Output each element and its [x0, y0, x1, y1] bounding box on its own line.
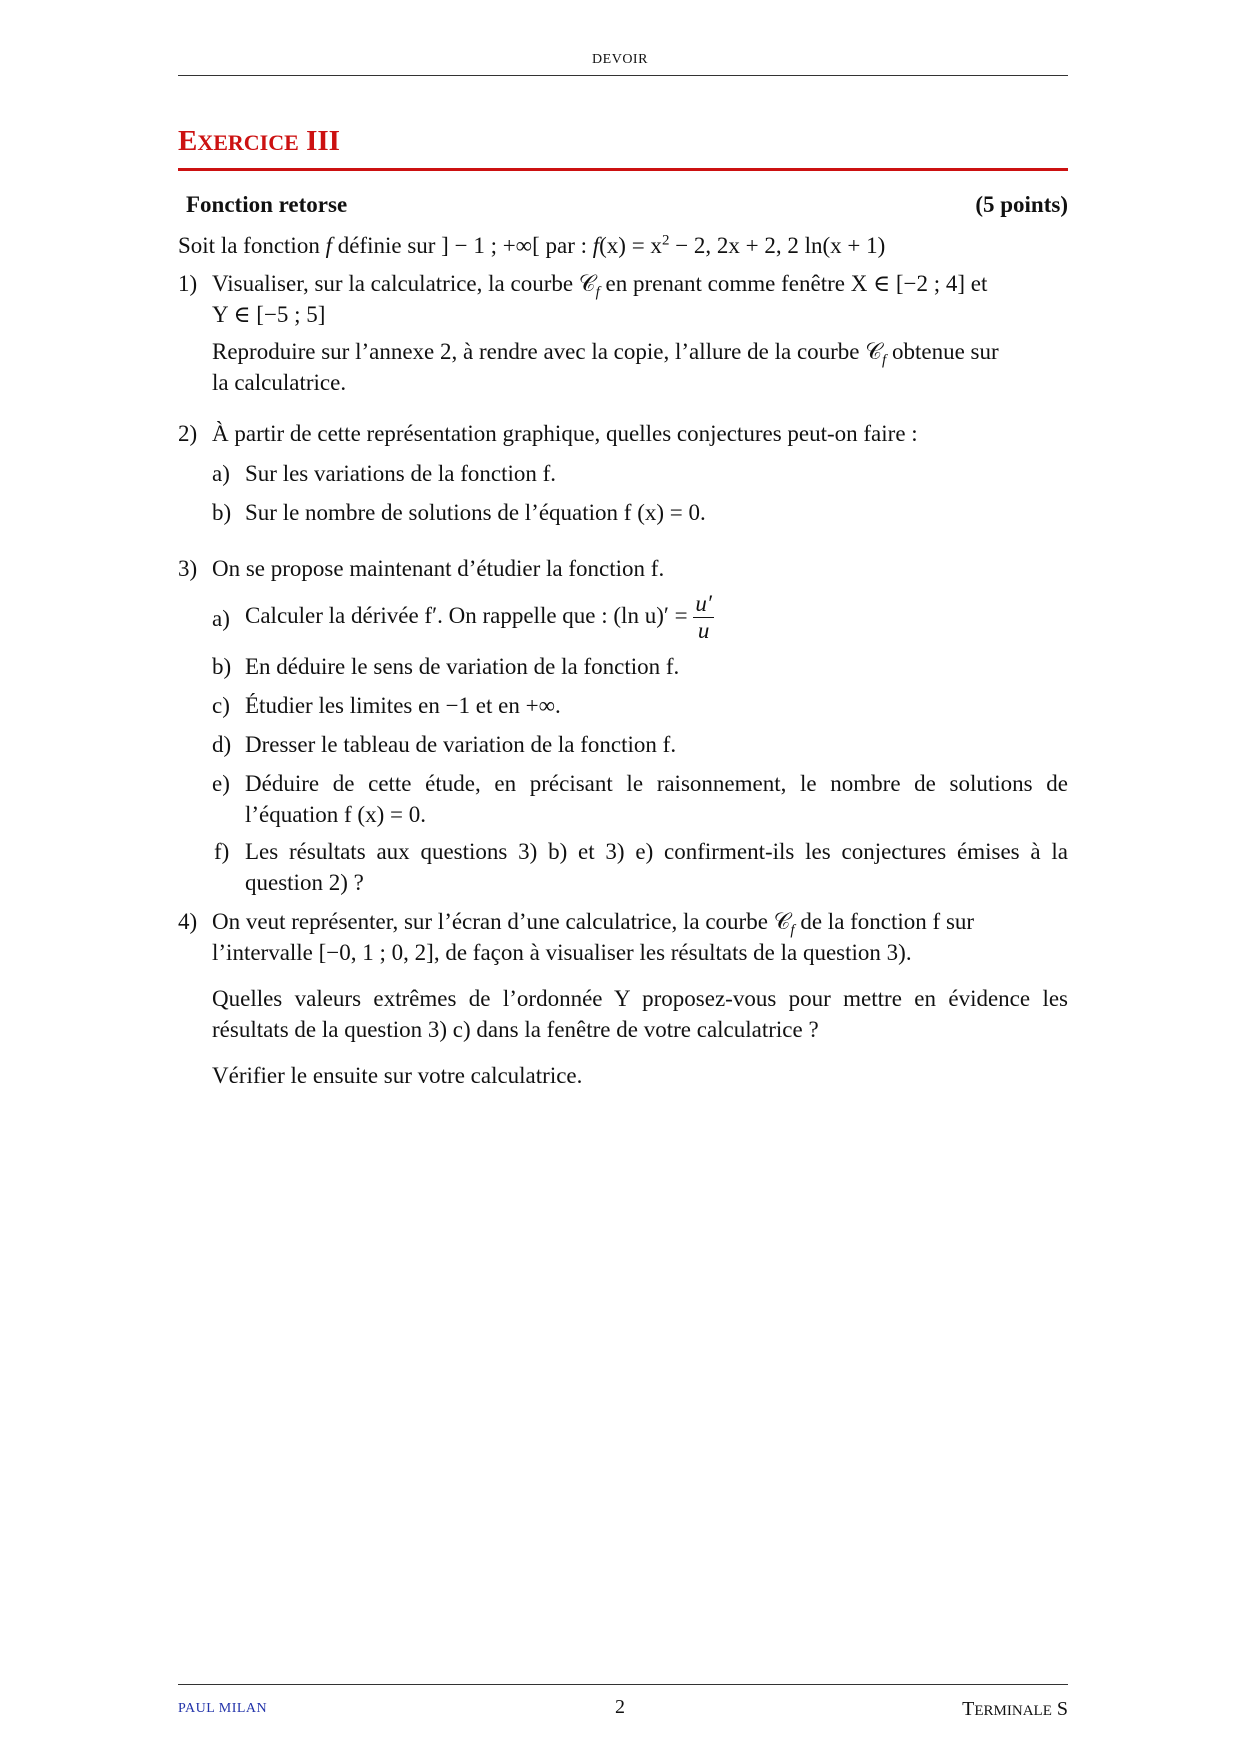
- q1-line1-a: Visualiser, sur la calculatrice, la courbe 𝒞: [212, 271, 596, 296]
- intro-eq-left: (x) = x: [599, 233, 662, 258]
- q3b-text: En déduire le sens de variation de la fonction f.: [245, 654, 680, 679]
- q2a-text: Sur les variations de la fonction f.: [245, 461, 557, 486]
- q1-line2: Y ∈ [−5 ; 5]: [212, 302, 326, 327]
- q3b-label: b): [212, 654, 232, 679]
- q3-number: 3): [178, 556, 198, 581]
- q3e-label: e): [212, 771, 230, 796]
- q4-para3: Vérifier le ensuite sur votre calculatrice.: [212, 1063, 583, 1088]
- footer-rule: [178, 1684, 1068, 1685]
- q4-line1-sub: f: [790, 922, 795, 939]
- q2b-label: b): [212, 500, 232, 525]
- q1-para2-sub: f: [882, 352, 887, 369]
- exercise-title-initial: E: [178, 125, 198, 157]
- q3c-label: c): [212, 693, 230, 718]
- q1-para2-line2: la calculatrice.: [212, 370, 347, 395]
- intro-domain: définie sur ] − 1 ; +∞[ par :: [331, 233, 593, 258]
- q2-text: À partir de cette représentation graphique, quelles conjectures peut-on faire :: [212, 421, 918, 446]
- fraction-numerator: u′: [695, 591, 712, 617]
- header-rule: [178, 75, 1068, 76]
- q2-number: 2): [178, 421, 198, 446]
- footer-class-end: S: [1051, 1698, 1068, 1720]
- intro-prefix: Soit la fonction: [178, 233, 326, 258]
- q3a-text-body: Calculer la dérivée f′. On rappelle que : (ln u)′ =: [245, 603, 694, 628]
- q4-line1-b: de la fonction f sur: [794, 909, 975, 934]
- q1-para2-b: obtenue sur: [886, 339, 999, 364]
- exercise-title-number: III: [306, 125, 340, 157]
- footer-class: [962, 1697, 1068, 1723]
- intro-eq-sup: 2: [661, 232, 670, 249]
- q3f-text-line2: question 2) ?: [245, 870, 364, 895]
- q2a-label: a): [212, 461, 230, 486]
- q3a-label: a): [212, 606, 230, 631]
- fraction-denominator: u: [697, 618, 710, 644]
- intro-fx: f: [592, 233, 600, 258]
- exercise-title-rule: [178, 168, 1068, 171]
- section-points: (5 points): [975, 192, 1068, 217]
- footer-class-initial: T: [962, 1698, 975, 1720]
- q1-line1-sub: f: [595, 284, 600, 301]
- q4-para2-line1: Quelles valeurs extrêmes de l’ordonnée Y proposez-vous pour mettre en évidence les: [212, 986, 1068, 1011]
- q1-line1: [212, 268, 1068, 309]
- q3f-label: f): [214, 839, 230, 864]
- q3f-text-line1: Les résultats aux questions 3) b) et 3) e) confirment-ils les conjectures émises à la: [245, 839, 1068, 864]
- footer-author: PAUL MILAN: [178, 1701, 268, 1716]
- derivative-fraction: [693, 591, 714, 644]
- q4-line1-a: On veut représenter, sur l’écran d’une calculatrice, la courbe 𝒞: [212, 909, 791, 934]
- q3e-text-line2: l’équation f (x) = 0.: [245, 802, 426, 827]
- q1-para2-a: Reproduire sur l’annexe 2, à rendre avec la copie, l’allure de la courbe 𝒞: [212, 339, 883, 364]
- q2b-text: Sur le nombre de solutions de l’équation f (x) = 0.: [245, 500, 706, 525]
- q3e-text-line1: Déduire de cette étude, en précisant le raisonnement, le nombre de solutions de: [245, 771, 1068, 796]
- page-number: 2: [615, 1696, 625, 1718]
- q4-line2: l’intervalle [−0, 1 ; 0, 2], de façon à visualiser les résultats de la question 3).: [212, 940, 912, 965]
- section-title: Fonction retorse: [186, 192, 348, 217]
- q4-para2-line2: résultats de la question 3) c) dans la fenêtre de votre calculatrice ?: [212, 1017, 819, 1042]
- q1-line1-b: en prenant comme fenêtre X ∈ [−2 ; 4] et: [599, 271, 988, 296]
- page-header-title: DEVOIR: [592, 52, 648, 67]
- q3-text: On se propose maintenant d’étudier la fonction f.: [212, 556, 665, 581]
- intro-eq-right: − 2, 2x + 2, 2 ln(x + 1): [669, 233, 886, 258]
- intro-fvar: f: [325, 233, 332, 258]
- q3c-text: Étudier les limites en −1 et en +∞.: [245, 693, 561, 718]
- exercise-title-rest: XERCICE: [197, 130, 299, 155]
- q3a-text: [245, 590, 714, 644]
- intro-statement: [178, 230, 1068, 261]
- exercise-title: [178, 124, 340, 160]
- q3d-label: d): [212, 732, 232, 757]
- q4-number: 4): [178, 909, 198, 934]
- q1-number: 1): [178, 271, 198, 296]
- q3d-text: Dresser le tableau de variation de la fonction f.: [245, 732, 677, 757]
- footer-class-rest: ERMINALE: [974, 1703, 1052, 1719]
